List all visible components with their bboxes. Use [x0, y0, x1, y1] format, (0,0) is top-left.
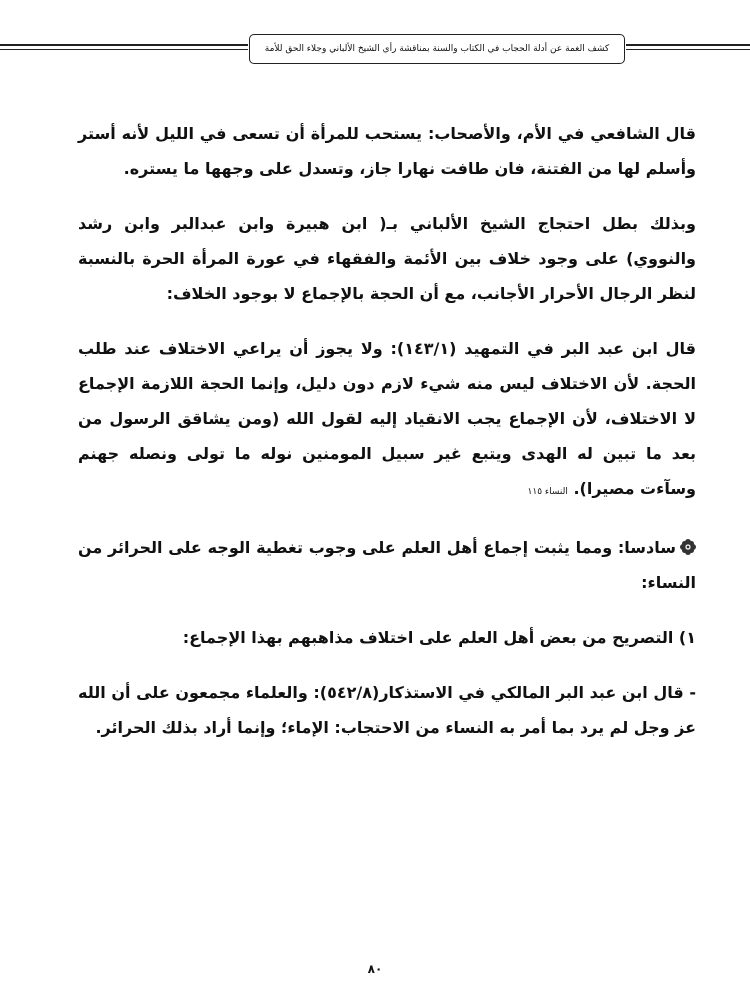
quote-tamhid: قال ابن عبد البر في التمهيد (١٤٣/١): ولا يجوز أن يراعي الاختلاف عند طلب الحجة. لأن الاختلاف ليس منه شيء لازم دون دليل، وإنما الحجة اللازمة الإجماع لا الاختلاف، لأن الإجماع يجب الانقياد إليه لقول الله (ومن يشاقق الرسول من بعد ما تبين له الهدى ويتبع غير سبيل المومنين نوله ما تولى ونصله جهنم وسآءت مصيرا).	[78, 339, 697, 498]
running-header	[249, 34, 625, 64]
header-rule-right	[626, 44, 750, 50]
header-rule-left	[0, 44, 248, 50]
paragraph-shafii: قال الشافعي في الأم، والأصحاب: يستحب للمرأة أن تسعى في الليل لأنه أستر وأسلم لها من الفتنة، فان طافت نهارا جاز، وتسدل على وجهها ما يستره.	[78, 124, 696, 178]
section-heading-text: سادسا: ومما يثبت إجماع أهل العلم على وجوب تغطية الوجه على الحرائر من النساء:	[78, 538, 696, 592]
paragraph-ibn-abdulbarr-tamhid	[78, 331, 696, 510]
paragraph-albani-argument: وبذلك بطل احتجاج الشيخ الألباني بـ( ابن هبيرة وابن عبدالبر وابن رشد والنووي) على وجود خلاف بين الأئمة والفقهاء في عورة المرأة الحرة بالنسبة لنظر الرجال الأحرار الأجانب، مع أن الحجة بالإجماع لا بوجود الخلاف:	[78, 214, 696, 303]
page-number: ٨٠	[367, 962, 383, 976]
subheading-explicit-statement: ١) التصريح من بعض أهل العلم على اختلاف مذاهبهم بهذا الإجماع:	[182, 628, 696, 647]
flower-icon	[680, 539, 696, 555]
section-heading-sixth	[78, 530, 696, 600]
quran-reference: النساء ١١٥	[527, 487, 568, 497]
paragraph-istidhkar: - قال ابن عبد البر المالكي في الاستذكار(٥٤٢/٨): والعلماء مجمعون على أن الله عز وجل لم يرد بما أمر به النساء من الاحتجاب: الإماء؛ وإنما أراد بذلك الحرائر.	[78, 683, 697, 737]
header-title: كشف الغمة عن أدلة الحجاب في الكتاب والسنة بمناقشة رأي الشيخ الألباني وجلاء الحق للأمة	[264, 44, 610, 54]
page-body	[78, 116, 696, 765]
